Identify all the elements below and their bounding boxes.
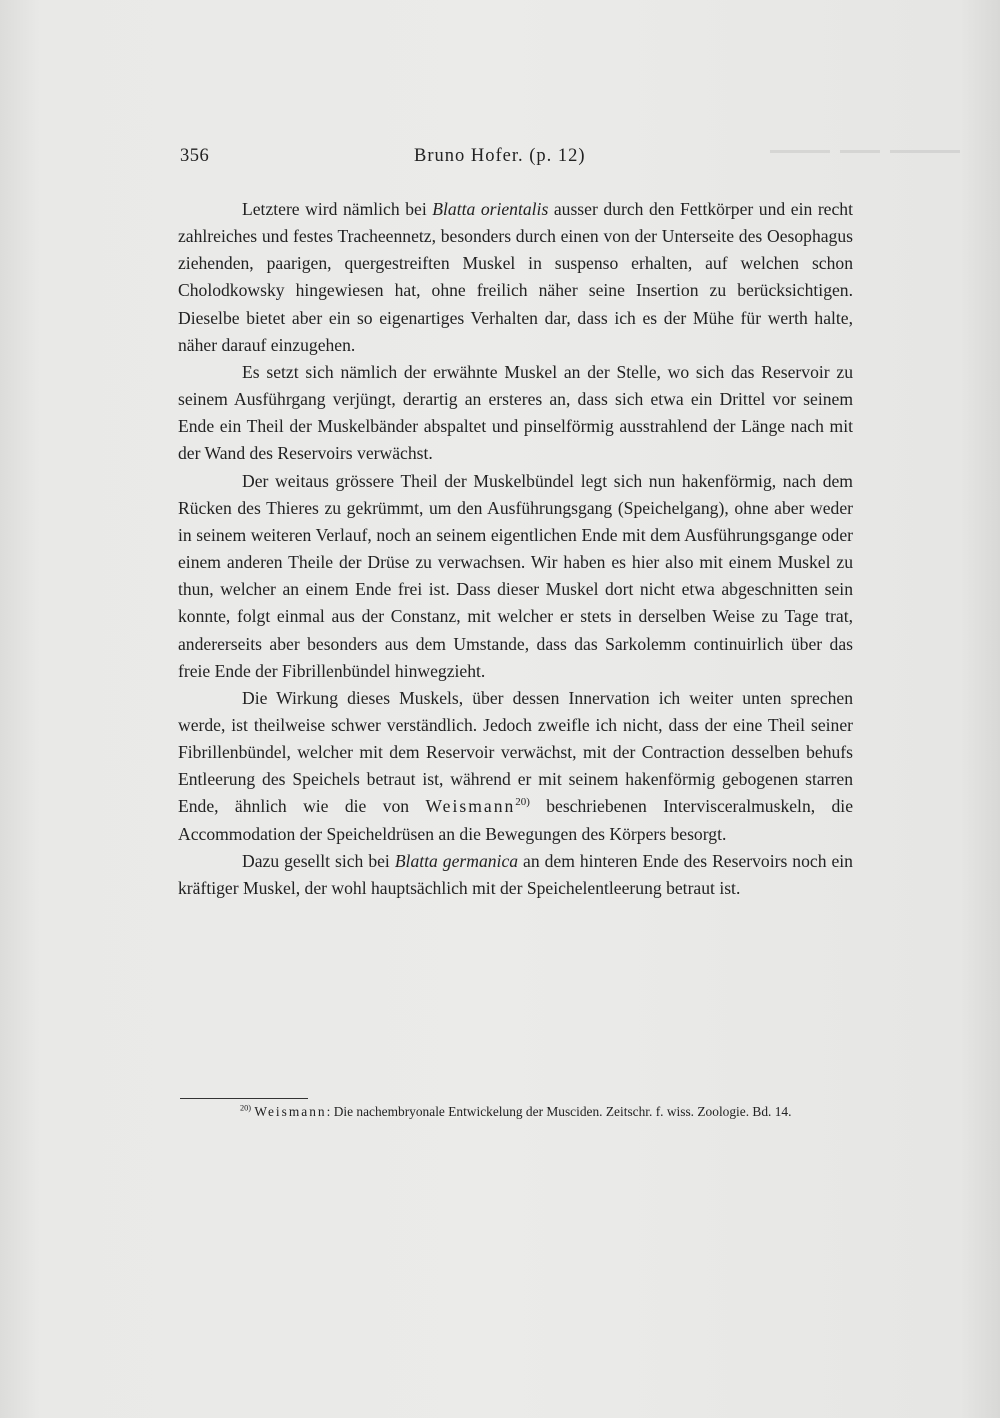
- paragraph-1: [178, 196, 853, 359]
- footnote-author: Weismann: [254, 1104, 327, 1119]
- paragraph-2: Es setzt sich nämlich der erwähnte Muskel an der Stelle, wo sich das Reservoir zu seinem Ausführgang verjüngt, derartig an ersteres an, dass sich etwa ein Drittel vor seinem Ende ein Theil der Muskelbänder abspaltet und pinselförmig ausstrahlend der Länge nach mit der Wand des Reservoirs verwächst.: [178, 361, 853, 464]
- paragraph-5-text-b: an dem hinteren Ende des Reservoirs noch ein kräftiger Muskel, der wohl hauptsächlich mit der Speichelentleerung betraut ist.: [178, 850, 853, 898]
- paragraph-1-text-b: ausser durch den Fettkörper und ein recht zahlreiches und festes Tracheennetz, besonders durch einen von der Unterseite des Oesophagus ziehenden, paarigen, quergestreiften Muskel in suspenso erhalten, auf welchen schon Cholodkowsky hingewiesen hat, ohne freilich näher seine Insertion zu berücksichtigen. Dieselbe bietet aber ein so eigenartiges Verhalten dar, dass ich es der Mühe für werth halte, näher darauf einzugehen.: [178, 199, 853, 355]
- paragraph-5-text-a: Dazu gesellt sich bei: [242, 850, 395, 871]
- paragraph-5: [178, 848, 853, 902]
- footnote-marker: 20): [240, 1103, 252, 1113]
- footnote-citation: : Die nachembryonale Entwickelung der Musciden. Zeitschr. f. wiss. Zoologie. Bd. 14.: [326, 1104, 792, 1119]
- paragraph-4-text-a: Die Wirkung dieses Muskels, über dessen Innervation ich weiter unten sprechen werde, ist theilweise schwer verständlich. Jedoch zweifle ich nicht, dass der eine Theil seiner Fibrillenbündel, welcher mit dem Reservoir verwächst, mit der Contraction desselben behufs Entleerung des Speichels betraut ist, während er mit seinem hakenförmig gebogenen starren Ende, ähnlich wie die von: [178, 687, 853, 817]
- species-name-germanica: Blatta germanica: [394, 850, 519, 871]
- paragraph-4-text-b: beschriebenen Intervisceralmuskeln, die Accommodation der Speicheldrüsen an die Bewegungen des Körpers besorgt.: [178, 796, 853, 844]
- species-name-orientalis: Blatta orientalis: [432, 199, 549, 219]
- footnote: [178, 1101, 853, 1123]
- paragraph-3: Der weitaus grössere Theil der Muskelbündel legt sich nun hakenförmig, nach dem Rücken des Thieres zu gekrümmt, um den Ausführungsgang (Speichelgang), ohne aber weder in seinem weiteren Verlauf, noch an seinem eigentlichen Ende mit dem Ausführungsgange oder einem anderen Theile der Drüse zu verwachsen. Wir haben es hier also mit einem Muskel zu thun, welcher an einem Ende frei ist. Dass dieser Muskel dort nicht etwa abgeschnitten sein konnte, folgt einmal aus der Constanz, mit welcher er stets in derselben Weise zu Tage trat, andererseits aber besonders aus dem Umstande, dass das Sarkolemm continuirlich über das freie Ende der Fibrillenbündel hinwegzieht.: [178, 470, 853, 681]
- footnote-reference: 20): [515, 796, 530, 809]
- paragraph-1-text-a: Letztere wird nämlich bei: [242, 199, 433, 219]
- footnote-divider: [180, 1098, 308, 1099]
- author-name-weismann: Weismann: [425, 796, 516, 817]
- running-head: Bruno Hofer. (p. 12): [414, 146, 586, 166]
- body-text: [178, 196, 853, 902]
- footnote-text: [178, 1101, 853, 1123]
- page-number: 356: [180, 146, 210, 166]
- paragraph-4: [178, 685, 853, 848]
- page-header: [180, 146, 852, 176]
